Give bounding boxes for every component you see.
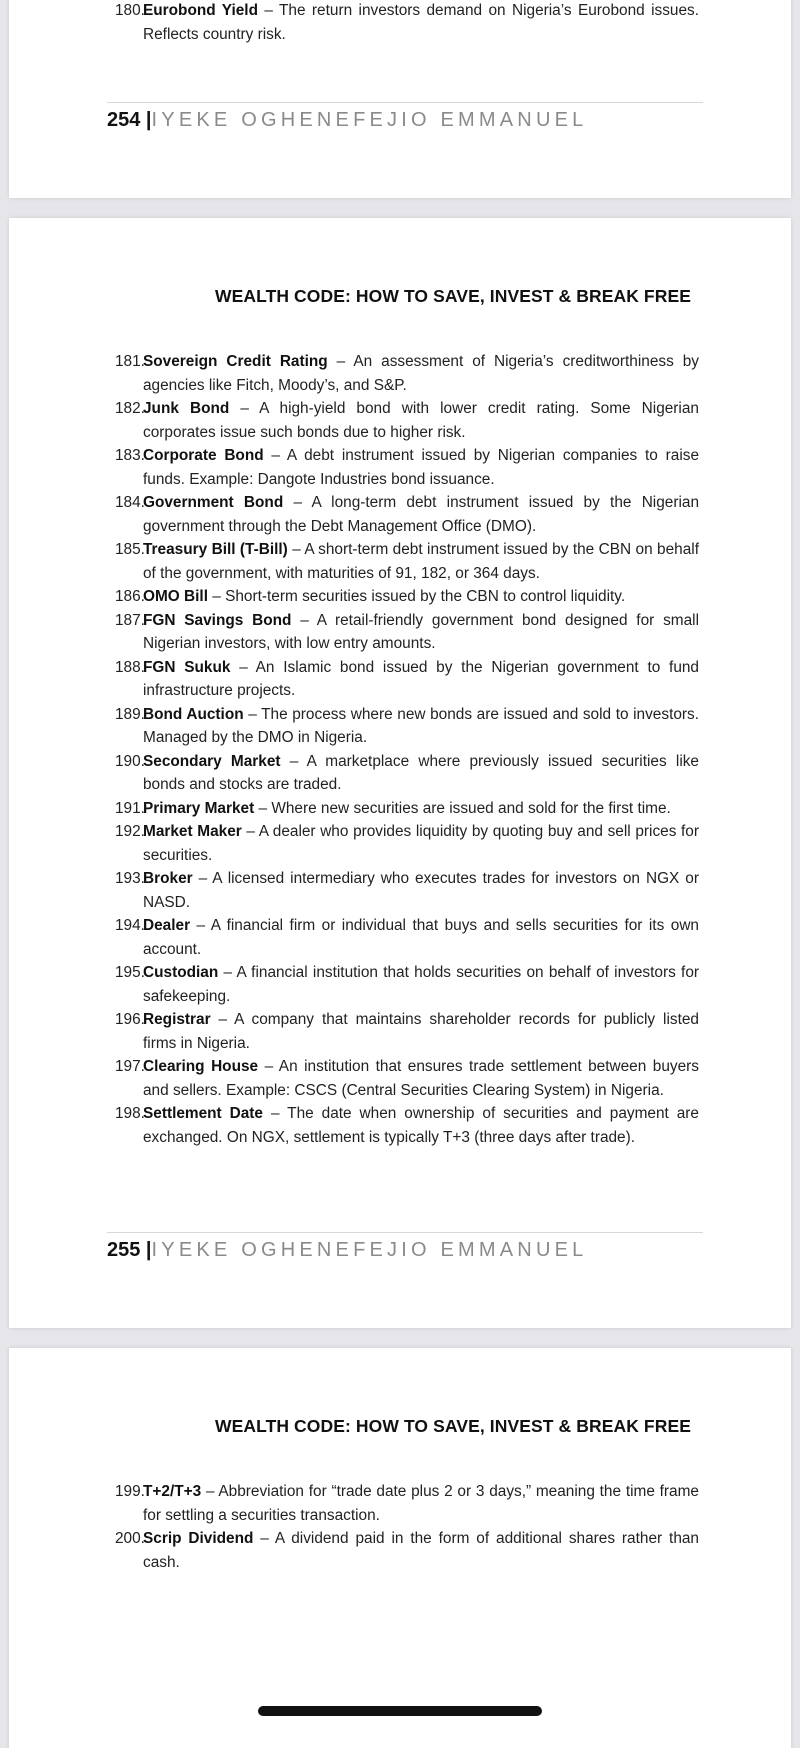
entry-definition: – A marketplace where previously issued securities like bonds and stocks are traded. bbox=[143, 752, 699, 793]
page-footer: 254 |IYEKE OGHENEFEJIO EMMANUEL bbox=[107, 102, 703, 139]
glossary-entry bbox=[107, 1055, 699, 1102]
entry-number: 190. bbox=[115, 752, 145, 770]
entry-term: T+2/T+3 bbox=[143, 1483, 202, 1500]
entry-number: 192. bbox=[115, 823, 145, 840]
glossary-entry bbox=[107, 585, 699, 609]
home-indicator[interactable] bbox=[258, 1706, 542, 1716]
glossary-entry bbox=[107, 397, 699, 444]
entry-number: 185. bbox=[115, 541, 145, 558]
entry-number: 182. bbox=[115, 400, 145, 417]
glossary-entry bbox=[107, 538, 699, 585]
entry-term: Settlement Date bbox=[143, 1105, 263, 1122]
page-256 bbox=[9, 1348, 791, 1748]
page-number: 254 bbox=[107, 109, 141, 131]
entry-number: 194. bbox=[115, 917, 145, 934]
page-number: 255 bbox=[107, 1239, 141, 1261]
entry-definition: – An institution that ensures trade settlement between buyers and sellers. Example: CSCS (Central Securities Clearing System) in Nigeria. bbox=[143, 1058, 699, 1099]
page-255 bbox=[9, 218, 791, 1328]
entry-definition: – A financial firm or individual that buys and sells securities for its own account. bbox=[143, 917, 699, 958]
entry-definition: – A dividend paid in the form of additional shares rather than cash. bbox=[143, 1530, 699, 1571]
entry-number: 184. bbox=[115, 494, 145, 511]
glossary-entry bbox=[107, 797, 699, 821]
entry-number: 198. bbox=[115, 1105, 145, 1122]
footer-author: IYEKE OGHENEFEJIO EMMANUEL bbox=[151, 109, 588, 131]
entry-definition: – The return investors demand on Nigeria’s Eurobond issues. Reflects country risk. bbox=[143, 2, 699, 43]
entry-term: Bond Auction bbox=[143, 705, 244, 723]
entry-definition: – The process where new bonds are issued and sold to investors. Managed by the DMO in Nigeria. bbox=[143, 705, 699, 746]
entry-term: FGN Savings Bond bbox=[143, 611, 292, 629]
entry-term: Market Maker bbox=[143, 823, 242, 840]
page-footer: 255 |IYEKE OGHENEFEJIO EMMANUEL bbox=[107, 1232, 703, 1269]
entry-number: 195. bbox=[115, 964, 145, 981]
entry-number: 197. bbox=[115, 1058, 145, 1075]
entry-definition: – A licensed intermediary who executes trades for investors on NGX or NASD. bbox=[143, 870, 699, 911]
glossary-entry bbox=[107, 820, 699, 867]
entry-number: 199. bbox=[115, 1483, 145, 1500]
page-254 bbox=[9, 0, 791, 198]
glossary-entry bbox=[107, 491, 699, 538]
glossary-entry bbox=[107, 1480, 699, 1527]
glossary-entry bbox=[107, 350, 699, 397]
entry-term: Broker bbox=[143, 870, 193, 887]
entry-definition: – Short-term securities issued by the CBN to control liquidity. bbox=[207, 588, 626, 605]
glossary-entry bbox=[107, 750, 699, 797]
glossary-entry bbox=[107, 656, 699, 703]
entry-number: 181. bbox=[115, 353, 145, 370]
entry-definition: – A long-term debt instrument issued by the Nigerian government through the Debt Management Office (DMO). bbox=[143, 494, 700, 535]
glossary-entry bbox=[107, 914, 699, 961]
entry-term: FGN Sukuk bbox=[143, 658, 231, 676]
entry-definition: – A high-yield bond with lower credit rating. Some Nigerian corporates issue such bonds due to higher risk. bbox=[143, 400, 699, 441]
entry-definition: – A short-term debt instrument issued by the CBN on behalf of the government, with maturities of 91, 182, or 364 days. bbox=[143, 541, 699, 582]
entry-term: Sovereign Credit Rating bbox=[143, 353, 328, 370]
entry-definition: – An Islamic bond issued by the Nigerian government to fund infrastructure projects. bbox=[143, 658, 699, 699]
glossary-entry bbox=[107, 1102, 699, 1149]
entry-term: Corporate Bond bbox=[143, 447, 264, 464]
entry-number: 200. bbox=[115, 1530, 145, 1547]
entry-definition: – Where new securities are issued and sold for the first time. bbox=[254, 799, 671, 817]
glossary-entry bbox=[107, 1527, 699, 1574]
entry-number: 191. bbox=[115, 799, 145, 817]
entry-definition: – A debt instrument issued by Nigerian companies to raise funds. Example: Dangote Industries bond issuance. bbox=[143, 447, 699, 488]
running-header: WEALTH CODE: HOW TO SAVE, INVEST & BREAK FREE bbox=[214, 1416, 691, 1436]
entry-number: 186. bbox=[115, 588, 145, 605]
glossary-entry bbox=[107, 0, 699, 46]
entry-number: 180. bbox=[115, 2, 145, 19]
entry-number: 189. bbox=[115, 705, 145, 723]
entry-term: OMO Bill bbox=[143, 588, 208, 605]
entry-definition: – The date when ownership of securities and payment are exchanged. On NGX, settlement is typically T+3 (three days after trade). bbox=[143, 1105, 699, 1146]
glossary-entry bbox=[107, 867, 699, 914]
glossary-entry bbox=[107, 444, 699, 491]
entry-term: Secondary Market bbox=[143, 752, 281, 770]
entry-term: Dealer bbox=[143, 917, 191, 934]
glossary-entry bbox=[107, 961, 699, 1008]
entry-definition: – An assessment of Nigeria’s creditworthiness by agencies like Fitch, Moody’s, and S&P. bbox=[143, 353, 700, 394]
entry-term: Junk Bond bbox=[143, 400, 230, 417]
entry-definition: – Abbreviation for “trade date plus 2 or 3 days,” meaning the time frame for settling a securities transaction. bbox=[143, 1483, 699, 1524]
entry-term: Government Bond bbox=[143, 494, 284, 511]
glossary-entry bbox=[107, 609, 699, 656]
entry-term: Eurobond Yield bbox=[143, 2, 258, 19]
glossary-entry bbox=[107, 1008, 699, 1055]
footer-author: IYEKE OGHENEFEJIO EMMANUEL bbox=[151, 1239, 588, 1261]
entry-term: Custodian bbox=[143, 964, 219, 981]
entry-definition: – A dealer who provides liquidity by quoting buy and sell prices for securities. bbox=[143, 823, 699, 864]
entry-term: Clearing House bbox=[143, 1058, 259, 1075]
glossary-entry bbox=[107, 703, 699, 750]
entry-number: 196. bbox=[115, 1011, 145, 1028]
entry-definition: – A company that maintains shareholder records for publicly listed firms in Nigeria. bbox=[143, 1011, 699, 1052]
glossary-list bbox=[107, 0, 699, 46]
entry-definition: – A retail-friendly government bond designed for small Nigerian investors, with low entry amounts. bbox=[143, 611, 699, 652]
glossary-list bbox=[107, 350, 699, 1149]
entry-number: 188. bbox=[115, 658, 145, 676]
glossary-list bbox=[107, 1480, 699, 1574]
entry-term: Scrip Dividend bbox=[143, 1530, 254, 1547]
entry-term: Treasury Bill (T-Bill) bbox=[143, 541, 288, 558]
entry-number: 187. bbox=[115, 611, 145, 629]
entry-term: Primary Market bbox=[143, 799, 255, 817]
entry-number: 193. bbox=[115, 870, 145, 887]
running-header: WEALTH CODE: HOW TO SAVE, INVEST & BREAK FREE bbox=[214, 286, 691, 306]
entry-definition: – A financial institution that holds securities on behalf of investors for safekeeping. bbox=[143, 964, 699, 1005]
entry-number: 183. bbox=[115, 447, 145, 464]
entry-term: Registrar bbox=[143, 1011, 211, 1028]
